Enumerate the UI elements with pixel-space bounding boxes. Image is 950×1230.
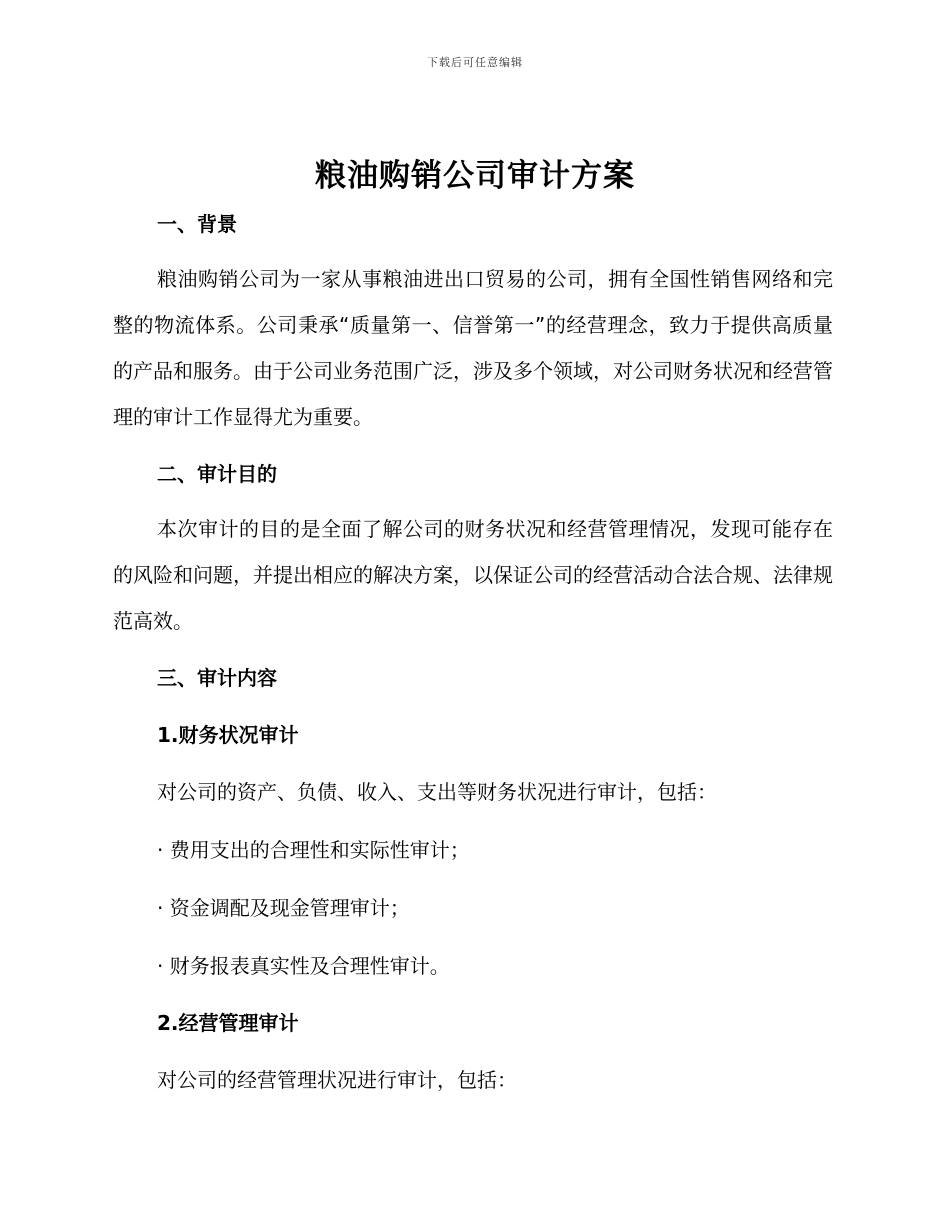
list-item: · 财务报表真实性及合理性审计。: [157, 954, 450, 978]
section-heading-content: 三、审计内容: [157, 666, 277, 690]
list-item: · 费用支出的合理性和实际性审计；: [157, 838, 470, 862]
management-intro: 对公司的经营管理状况进行审计，包括：: [157, 1068, 517, 1092]
financial-intro: 对公司的资产、负债、收入、支出等财务状况进行审计，包括：: [157, 780, 717, 804]
section-heading-background: 一、背景: [157, 212, 237, 236]
paragraph-background: 粮油购销公司为一家从事粮油进出口贸易的公司，拥有全国性销售网络和完整的物流体系。公司秉承“质量第一、信誉第一”的经营理念，致力于提供高质量的产品和服务。由于公司业务范围广泛，涉及多个领域，对公司财务状况和经营管理的审计工作显得尤为重要。: [113, 267, 833, 429]
subsection-heading-financial: 1.财务状况审计: [157, 723, 299, 747]
document-title: 粮油购销公司审计方案: [315, 158, 635, 194]
paragraph-purpose: 本次审计的目的是全面了解公司的财务状况和经营管理情况，发现可能存在的风险和问题，并提出相应的解决方案，以保证公司的经营活动合法合规、法律规范高效。: [113, 517, 833, 633]
section-heading-purpose: 二、审计目的: [157, 462, 277, 486]
header-note: 下载后可任意编辑: [427, 56, 523, 69]
subsection-heading-management: 2.经营管理审计: [157, 1011, 299, 1035]
list-item: · 资金调配及现金管理审计；: [157, 896, 410, 920]
